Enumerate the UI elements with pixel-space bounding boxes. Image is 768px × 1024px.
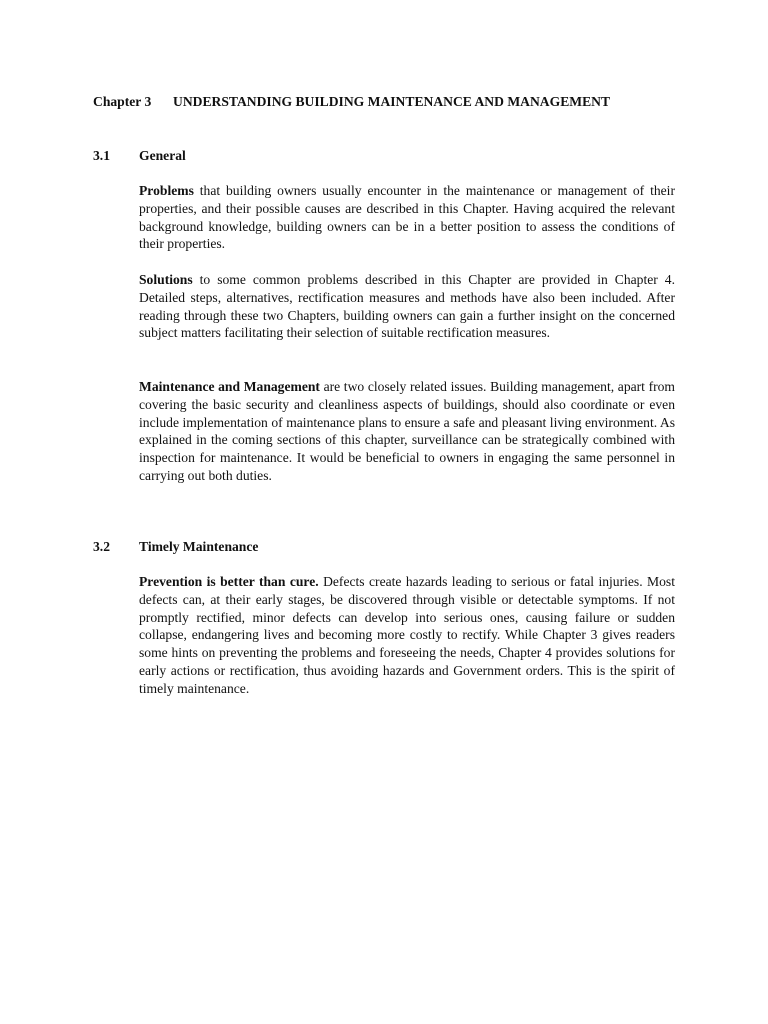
chapter-number: Chapter 3 — [93, 94, 152, 109]
section-title: Timely Maintenance — [139, 539, 259, 554]
paragraph-lead: Maintenance and Management — [139, 379, 320, 394]
section-title: General — [139, 148, 186, 163]
paragraph-body: Defects create hazards leading to serious or fatal injuries. Most defects can, at their early stages, be discovered through visible or detectable symptoms. If not promptly rectified, minor defects can develop into serious ones, causing failure or sudden collapse, endangering lives and becoming more costly to rectify. While Chapter 3 gives readers some hints on preventing the problems and foreseeing the needs, Chapter 4 provides solutions for early actions or rectification, thus avoiding hazards and Government orders. This is the spirit of timely maintenance. — [139, 574, 675, 696]
paragraph-problems — [139, 182, 675, 253]
chapter-heading — [93, 92, 610, 112]
paragraph-body: that building owners usually encounter in the maintenance or management of their properties, and their possible causes are described in this Chapter. Having acquired the relevant background knowledge, building owners can be in a better position to assess the conditions of their properties. — [139, 183, 675, 252]
section-number: 3.2 — [93, 539, 110, 554]
paragraph-body: are two closely related issues. Building management, apart from covering the basic security and cleanliness aspects of buildings, should also coordinate or even include implementation of maintenance plans to ensure a safe and pleasant living environment. As explained in the coming sections of this chapter, surveillance can be strategically combined with inspection for maintenance. It would be beneficial to owners in engaging the same personnel in carrying out both duties. — [139, 379, 676, 483]
paragraph-maintenance-management — [139, 378, 675, 485]
paragraph-prevention — [139, 573, 675, 698]
chapter-title: UNDERSTANDING BUILDING MAINTENANCE AND MANAGEMENT — [173, 94, 611, 109]
paragraph-body: to some common problems described in this Chapter are provided in Chapter 4. Detailed steps, alternatives, rectification measures and methods have also been included. After reading through these two Chapters, building owners can gain a further insight on the concerned subject matters facilitating their selection of suitable rectification measures. — [139, 272, 675, 341]
paragraph-solutions — [139, 271, 675, 342]
section-heading-general — [93, 146, 186, 166]
section-heading-timely-maintenance — [93, 537, 258, 557]
paragraph-lead: Prevention is better than cure. — [139, 574, 319, 589]
section-number: 3.1 — [93, 148, 110, 163]
paragraph-lead: Problems — [139, 183, 194, 198]
paragraph-lead: Solutions — [139, 272, 193, 287]
